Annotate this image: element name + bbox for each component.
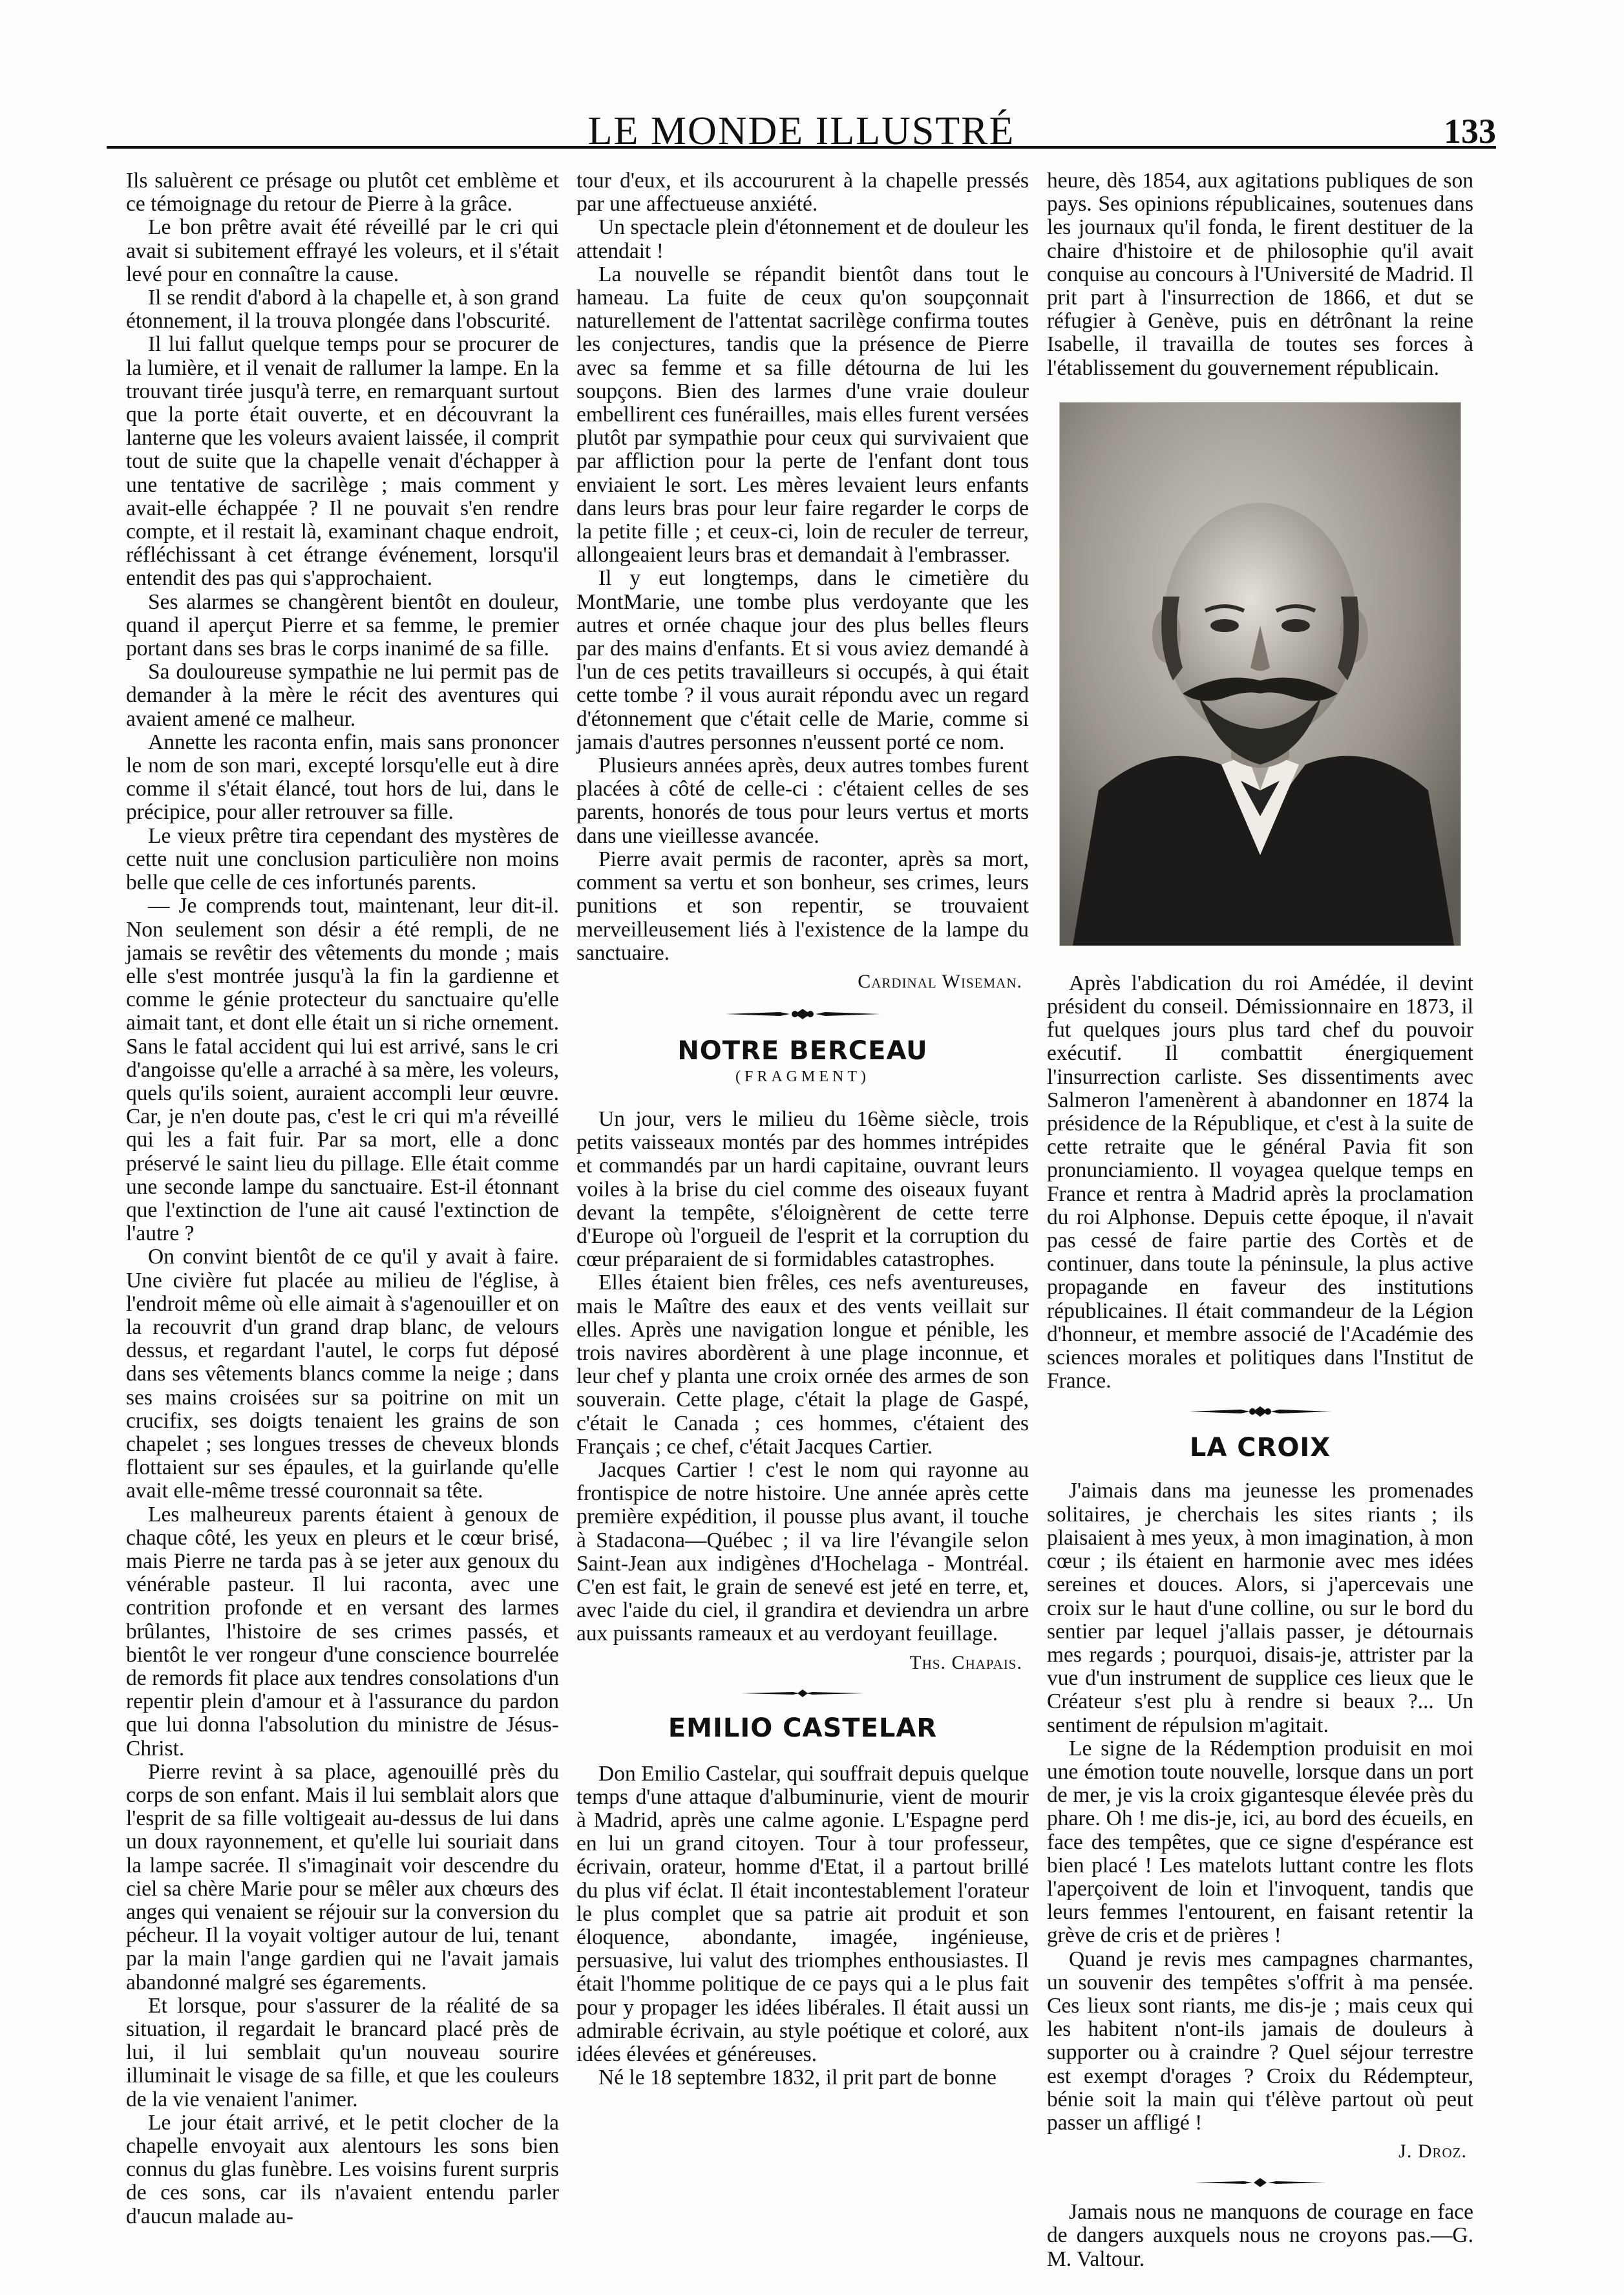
- paragraph: heure, dès 1854, aux agitations publiques de son pays. Ses opinions républicaines, soutenues dans les journaux qu'il fonda, le firent destituer de la chaire d'histoire et de philosophie qu'il avait conquise au concours à l'Université de Madrid. Il prit part à l'insurrection de 1866, et dut se réfugier à Genève, puis en détrônant la reine Isabelle, il travailla de toutes ses forces à l'établissement du gouvernement républicain.: [1047, 169, 1473, 380]
- ornament-divider-icon: [738, 1687, 867, 1699]
- paragraph: Le signe de la Rédemption produisit en moi une émotion toute nouvelle, lorsque dans un port de mer, je vis la croix gigantesque élevée près du phare. Oh ! me dis-je, ici, au bord des écueils, en face des tempêtes, que ce signe d'espérance est bien placé ! Les matelots luttant contre les flots l'aperçoivent de loin et l'invoquent, tandis que leurs femmes l'entourent, en faisant retentir la grève de cris et de prières !: [1047, 1736, 1473, 1948]
- paragraph: Sa douloureuse sympathie ne lui permit pas de demander à la mère le récit des aventures qui avaient amené ce malheur.: [126, 660, 559, 731]
- paragraph: Pierre avait permis de raconter, après sa mort, comment sa vertu et son bonheur, ses crimes, leurs punitions et son repentir, se trouvaient merveilleusement liés à l'existence de la lampe du sanctuaire.: [576, 847, 1029, 965]
- paragraph: Un jour, vers le milieu du 16ème siècle, trois petits vaisseaux montés par des hommes intrépides et commandés par un hardi capitaine, ouvrant leurs voiles à la brise du ciel comme des oiseaux fuyant devant la tempête, s'éloignèrent de cette terre d'Europe où l'orgueil de l'esprit et la corruption du cœur préparaient de si formidables catastrophes.: [576, 1106, 1029, 1272]
- ornament-divider-icon: [719, 1006, 887, 1022]
- heading-notre-berceau: NOTRE BERCEAU: [677, 1035, 928, 1066]
- paragraph: On convint bientôt de ce qu'il y avait à faire. Une civière fut placée au milieu de l'église, à l'endroit même où elle aimait à s'agenouiller et on la recouvrit d'un grand drap blanc, de velours dessus, et regardant l'autel, le corps fut déposé dans ses vêtements blancs comme la neige ; dans ses mains croisées sur sa poitrine on mit un crucifix, ses doigts tenaient les grains de son chapelet ; ses longues tresses de cheveux blonds flottaient sur ses épaules, et la guirlande qu'elle avait elle-même tressé couronnait sa tête.: [126, 1245, 559, 1503]
- page-number: 133: [1444, 112, 1496, 151]
- paragraph: Jamais nous ne manquons de courage en face de dangers auxquels nous ne croyons pas.—G. M. Valtour.: [1047, 2200, 1473, 2271]
- masthead: [107, 97, 1496, 153]
- signature-droz: J. Droz.: [1398, 2141, 1467, 2163]
- paragraph: La nouvelle se répandit bientôt dans tout le hameau. La fuite de ceux qu'on soupçonnait naturellement de l'attentat sacrilège confirma toutes les conjectures, tandis que la présence de Pierre avec sa femme et sa fille détourna de lui les soupçons. Bien des larmes d'une vraie douleur embellirent ces funérailles, mais elles furent versées plutôt par sympathie pour ceux qui survivaient que par affliction pour la perte de l'enfant dont tous enviaient le sort. Les mères levaient leurs enfants dans leurs bras pour leur faire regarder le corps de la petite fille ; et ceux-ci, loin de reculer de terreur, allongeaient leurs bras et demandait à l'embrasser.: [576, 262, 1029, 567]
- paragraph: Il lui fallut quelque temps pour se procurer de la lumière, et il venait de rallumer la lampe. En la trouvant tirée jusqu'à terre, en remarquant surtout que la porte était ouverte, et en découvrant la lanterne que les voleurs avaient laissée, il comprit tout de suite que la chapelle venait d'échapper à une tentative de sacrilège ; mais comment y avait-elle échappée ? Il ne pouvait s'en rendre compte, et il restait là, examinant chaque endroit, réfléchissant à cet étrange événement, lorsqu'il entendit des pas qui s'approchaient.: [126, 332, 559, 591]
- paragraph: Annette les raconta enfin, mais sans prononcer le nom de son mari, excepté lorsqu'elle eut à dire comme il s'était élancé, tout hors de lui, dans le précipice, pour aller retrouver sa fille.: [126, 730, 559, 825]
- column-left: [126, 169, 559, 2228]
- signature-wiseman: Cardinal Wiseman.: [858, 970, 1022, 992]
- paragraph: Jacques Cartier ! c'est le nom qui rayonne au frontispice de notre histoire. Une année après cette première expédition, il pousse plus avant, il touche à Stadacona—Québec ; il va lire l'évangile selon Saint-Jean aux indigènes d'Hochelaga - Montréal. C'en est fait, le grain de senevé est jeté en terre, et, avec l'aide du ciel, il grandira et deviendra un arbre aux puissants rameaux et au verdoyant feuillage.: [576, 1457, 1029, 1646]
- heading-emilio-castelar: EMILIO CASTELAR: [668, 1713, 938, 1743]
- portrait-engraving-icon: [1060, 403, 1461, 946]
- paragraph: Plusieurs années après, deux autres tombes furent placées à côté de celle-ci : c'étaient celles de ses parents, honorés de tous pour leurs vertus et morts dans une vieillesse avancée.: [576, 754, 1029, 848]
- ornament-divider-icon: [1183, 1404, 1338, 1419]
- paragraph: Né le 18 septembre 1832, il prit part de bonne: [598, 2066, 997, 2090]
- paragraph: Il se rendit d'abord à la chapelle et, à son grand étonnement, il la trouva plongée dans l'obscurité.: [126, 286, 559, 333]
- paragraph: Le vieux prêtre tira cependant des mystères de cette nuit une conclusion particulière non moins belle que celle de ces infortunés parents.: [126, 823, 559, 895]
- paragraph: Quand je revis mes campagnes charmantes, un souvenir des tempêtes s'offrit à ma pensée. Ces lieux sont riants, me dis-je ; mais ceux qui les habitent n'ont-ils jamais de douleurs à supporter ou à craindre ? Quel séjour terrestre est exempt d'orages ? Croix du Rédempteur, bénie soit la main qui t'élève partout où peut passer un affligé !: [1047, 1947, 1473, 2135]
- masthead-rule: [107, 146, 1496, 149]
- paragraph: Ses alarmes se changèrent bientôt en douleur, quand il aperçut Pierre et sa femme, le premier portant dans ses bras le corps inanimé de sa fille.: [126, 589, 559, 661]
- paragraph: Pierre revint à sa place, agenouillé près du corps de son enfant. Mais il lui semblait alors que l'esprit de sa fille voltigeait au-dessus de lui dans un doux rayonnement, et qu'elle lui souriait dans la lampe sacrée. Il s'imaginait voir descendre du ciel sa chère Marie pour se mêler aux chœurs des anges qui venaient se réjouir sur la conversion du pécheur. Il la voyait voltiger autour de lui, tenant par la main l'ange gardien qui ne l'avait jamais abandonné malgré ses égarements.: [126, 1759, 559, 1994]
- subheading-fragment: (FRAGMENT): [735, 1068, 870, 1085]
- publication-title: LE MONDE ILLUSTRÉ: [587, 109, 1015, 153]
- paragraph: Et lorsque, pour s'assurer de la réalité de sa situation, il regardait le brancard placé près de lui, il lui semblait qu'un nouveau sourire illuminait le visage de sa fille, et que les couleurs de la vie venaient l'animer.: [126, 1993, 559, 2111]
- column-middle: [576, 169, 1029, 2089]
- heading-la-croix: LA CROIX: [1189, 1433, 1331, 1463]
- paragraph: Elles étaient bien frêles, ces nefs aventureuses, mais le Maître des eaux et des vents veillait sur elles. Après une navigation longue et pénible, les trois navires abordèrent à une plage inconnue, et leur chef y planta une croix ornée des armes de son souverain. Cette plage, c'était la plage de Gaspé, c'était le Canada ; ces hommes, c'étaient des Français ; ce chef, c'était Jacques Cartier.: [576, 1271, 1029, 1459]
- paragraph: tour d'eux, et ils accoururent à la chapelle pressés par une affectueuse anxiété.: [576, 169, 1029, 217]
- paragraph: Le jour était arrivé, et le petit clocher de la chapelle envoyait aux alentours les sons bien connus du glas funèbre. Les voisins furent surpris de ces sons, car ils n'avaient entendu parler d'aucun malade au-: [126, 2110, 559, 2228]
- paragraph: — Je comprends tout, maintenant, leur dit-il. Non seulement son désir a été rempli, de ne jamais se revêtir des vêtements du monde ; mais elle s'est montrée jusqu'à la fin la gardienne et comme le génie protecteur du sanctuaire qu'elle aimait tant, et dont elle était un si riche ornement. Sans le fatal accident qui lui est arrivé, sans le cri d'angoisse qu'elle a arraché à sa mère, les voleurs, quels qu'ils soient, auraient accompli leur œuvre. Car, je n'en doute pas, c'est le cri qui m'a réveillé qui les a fait fuir. Par sa mort, elle a donc préservé le saint lieu du pillage. Elle était comme une seconde lampe du sanctuaire. Est-il étonnant que l'extinction de l'une ait causé l'extinction de l'autre ?: [126, 894, 559, 1246]
- paragraph: Après l'abdication du roi Amédée, il devint président du conseil. Démissionnaire en 1873, il fut quelques jours plus tard chef du pouvoir exécutif. Il combattit énergiquement l'insurrection carliste. Ses dissentiments avec Salmeron l'amenèrent à abandonner en 1874 la présidence de la République, et c'est à la suite de cette retraite que le général Pavia fit son pronunciamiento. Il voyagea quelque temps en France et rentra à Madrid après la proclamation du roi Alphonse. Depuis cette époque, il n'avait pas cessé de faire partie des Cortès et de continuer, dans toute la péninsule, la plus active propagande en faveur des institutions républicaines. Il était commandeur de la Légion d'honneur, et membre associé de l'Académie des sciences morales et politiques dans l'Institut de France.: [1047, 971, 1473, 1393]
- paragraph: Don Emilio Castelar, qui souffrait depuis quelque temps d'une attaque d'albuminurie, vient de mourir à Madrid, après une calme agonie. L'Espagne perd en lui un grand citoyen. Tour à tour professeur, écrivain, orateur, homme d'Etat, il a partout brillé du plus vif éclat. Il était incontestablement l'orateur le plus complet que sa patrie ait produit et son éloquence, abondante, imagée, ingénieuse, persuasive, lui valut des triomphes enthousiastes. Il était l'homme politique de ce pays qui a le plus fait pour y propager les idées libérales. Il était aussi un admirable écrivain, au style poétique et coloré, aux idées élevées et généreuses.: [576, 1761, 1029, 2067]
- paragraph: Ils saluèrent ce présage ou plutôt cet emblème et ce témoignage du retour de Pierre à la grâce.: [126, 169, 559, 217]
- paragraph: Les malheureux parents étaient à genoux de chaque côté, les yeux en pleurs et le cœur brisé, mais Pierre ne tarda pas à se jeter aux genoux du vénérable pasteur. Il lui raconta, avec une contrition profonde et en versant des larmes brûlantes, l'histoire de ses crimes passés, et bientôt le ver rongeur d'une conscience bourrelée de remords fit place aux tendres consolations d'un repentir plein d'amour et à l'assurance du pardon que lui donna l'absolution du ministre de Jésus-Christ.: [126, 1502, 559, 1761]
- paragraph: Un spectacle plein d'étonnement et de douleur les attendait !: [576, 215, 1029, 263]
- portrait-emilio-castelar: [1059, 402, 1461, 946]
- paragraph: J'aimais dans ma jeunesse les promenades solitaires, je cherchais les sites riants ; ils plaisaient à mes yeux, à mon imagination, à mon cœur ; ils étaient en harmonie avec mes idées sereines et douces. Alors, si j'apercevais une croix sur le haut d'une colline, ou sur le bord du sentier par lequel j'allais passer, je détournais mes regards ; pourquoi, disais-je, attrister par la vue d'un instrument de supplice ces lieux que le Créateur s'est plu à rendre si beaux ?... Un sentiment de répulsion m'agitait.: [1047, 1479, 1473, 1737]
- ornament-divider-icon: [1189, 2176, 1331, 2189]
- paragraph: Le bon prêtre avait été réveillé par le cri qui avait si subitement effrayé les voleurs, et il s'était levé pour en connaître la cause.: [126, 215, 559, 286]
- signature-chapais: Ths. Chapais.: [909, 1651, 1022, 1673]
- column-right: [1047, 169, 1473, 2271]
- paragraph: Il y eut longtemps, dans le cimetière du MontMarie, une tombe plus verdoyante que les autres et ornée chaque jour des plus belles fleurs par des mains d'enfants. Et si vous aviez demandé à l'un de ces petits travailleurs si occupés, à qui était cette tombe ? il vous aurait répondu avec un regard d'étonnement que c'était celle de Marie, comme si jamais d'autres personnes n'eussent porté ce nom.: [576, 566, 1029, 754]
